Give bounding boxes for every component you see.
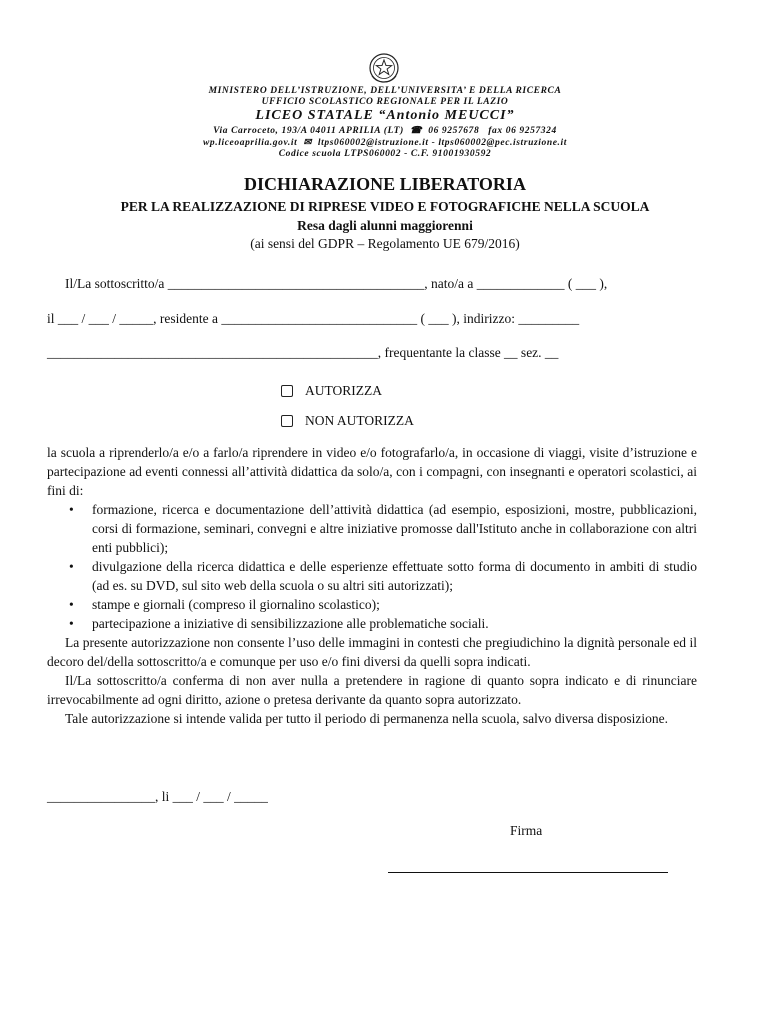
italian-republic-emblem-icon [368, 52, 400, 84]
ministry-name: MINISTERO DELL’ISTRUZIONE, DELL’UNIVERSITA’ E DELLA RICERCA [208, 86, 562, 96]
school-codes: Codice scuola LTPS060002 - C.F. 91001930592 [278, 149, 492, 159]
authorize-checkbox[interactable] [281, 385, 293, 397]
web-email-line [0, 137, 770, 148]
regional-office: UFFICIO SCOLASTICO REGIONALE PER IL LAZIO [261, 97, 509, 107]
intro-paragraph: la scuola a riprenderlo/a e/o a farlo/a riprendere in video e/o fotografarlo/a, in occasione di viaggi, visite d’istruzione e partecipazione ad eventi connessi all’attività didattica da solo/a, con i compagni, con insegnanti e operatori scolastici, ai fini di: [47, 445, 697, 498]
authorize-label: AUTORIZZA [305, 383, 382, 398]
validity-paragraph: Tale autorizzazione si intende valida per tutto il periodo di permanenza nella scuola, salvo diversa disposizione. [65, 711, 668, 726]
purpose-item: • formazione, ricerca e documentazione dell’attività didattica (ad esempio, esposizioni, mostre, pubblicazioni, corsi di formazione, seminari, convegni e altre iniziative promosse dall'Istituto anche in collaborazione con altri enti pubblici); [47, 500, 697, 557]
contact-line [0, 125, 770, 136]
purpose-item: • partecipazione a iniziative di sensibilizzazione alle problematiche sociali. [47, 614, 697, 633]
signature-label: Firma [510, 823, 543, 838]
form-line-residence[interactable]: il ___ / ___ / _____, residente a _____________________________ ( ___ ), indirizzo: _________ [47, 311, 580, 326]
signature-line[interactable] [388, 872, 668, 873]
authorize-option[interactable] [281, 383, 382, 399]
not-authorize-checkbox[interactable] [281, 415, 293, 427]
purpose-item: • stampe e giornali (compreso il giornalino scolastico); [47, 595, 697, 614]
phone-icon: ☎ [406, 126, 426, 136]
document-audience: Resa dagli alunni maggiorenni [297, 218, 473, 233]
form-line-class[interactable]: _________________________________________________, frequentante la classe __ sez. __ [47, 345, 559, 360]
waiver-paragraph: Il/La sottoscritto/a conferma di non aver nulla a pretendere in ragione di quanto sopra indicato e di rinunciare irrevocabilmente ad ogni diritto, azione o pretesa derivante da quanto sopra autorizzato. [47, 673, 697, 707]
school-fax: fax 06 9257324 [488, 126, 557, 136]
purpose-item: • divulgazione della ricerca didattica e delle esperienze effettuate sotto forma di documento in ambiti di studio (ad es. su DVD, sul sito web della scuola o su altri siti autorizzati); [47, 557, 697, 595]
document-title: DICHIARAZIONE LIBERATORIA [244, 174, 526, 194]
place-date-field[interactable]: ________________, li ___ / ___ / _____ [47, 789, 268, 804]
usage-limits-paragraph: La presente autorizzazione non consente l’uso delle immagini in contesti che pregiudichino la dignità personale ed il decoro del/della sottoscritto/a e comunque per uso e/o fini diversi da quelli sopra indicati. [47, 635, 697, 669]
school-emails[interactable]: ltps060002@istruzione.it - ltps060002@pec.istruzione.it [317, 138, 567, 148]
not-authorize-option[interactable] [281, 413, 414, 429]
legal-reference: (ai sensi del GDPR – Regolamento UE 679/2016) [250, 236, 520, 251]
document-subtitle: PER LA REALIZZAZIONE DI RIPRESE VIDEO E FOTOGRAFICHE NELLA SCUOLA [120, 199, 650, 214]
school-phone: 06 9257678 [428, 126, 480, 136]
not-authorize-label: NON AUTORIZZA [305, 413, 414, 428]
form-line-name[interactable]: Il/La sottoscritto/a ______________________________________, nato/a a _____________ ( ___ ), [65, 276, 608, 291]
school-website[interactable]: wp.liceoaprilia.gov.it [203, 138, 298, 148]
declaration-body [47, 443, 697, 728]
school-name: LICEO STATALE “Antonio MEUCCI” [255, 108, 515, 123]
purpose-list [47, 500, 697, 633]
envelope-icon: ✉ [300, 138, 315, 148]
school-address: Via Carroceto, 193/A 04011 APRILIA (LT) [213, 126, 404, 136]
